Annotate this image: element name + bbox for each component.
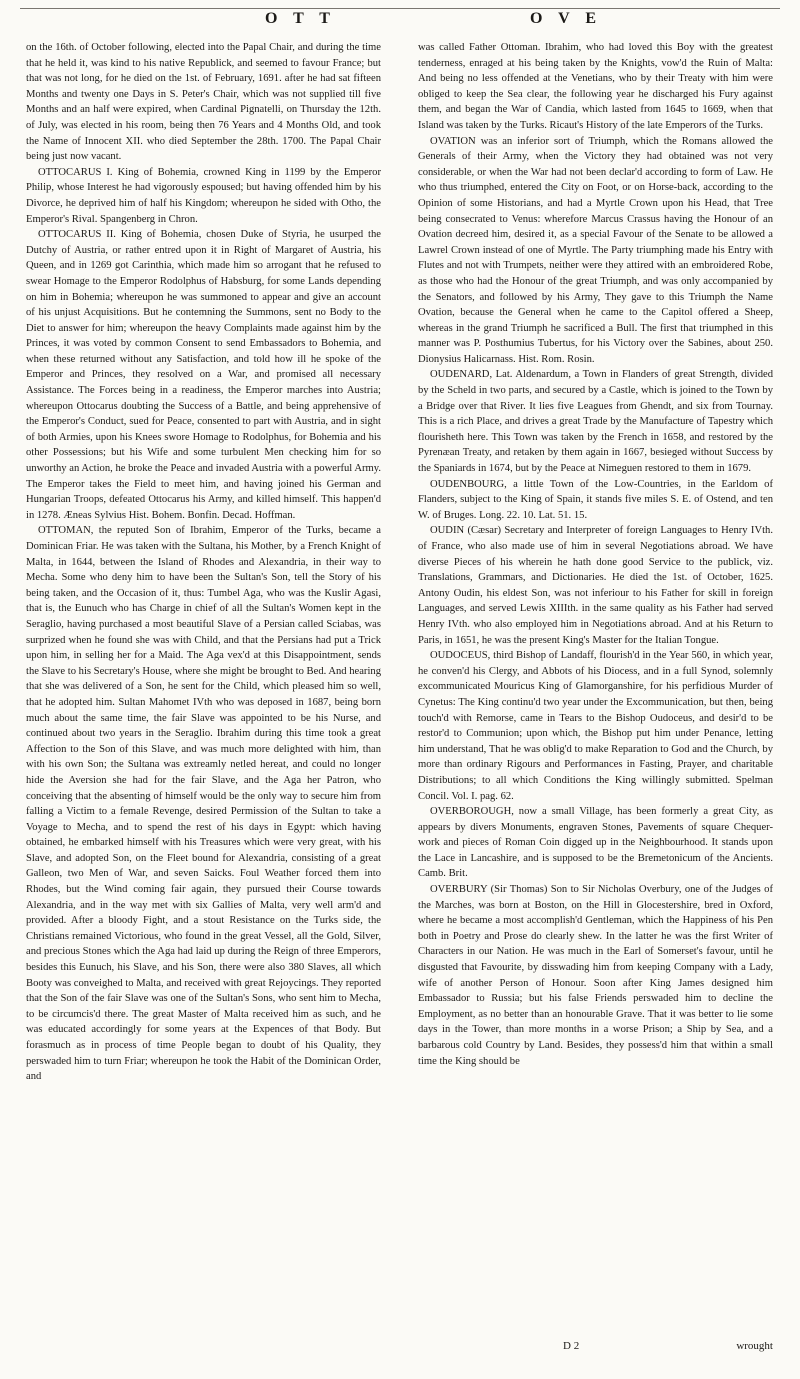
left-column (26, 40, 381, 1345)
entry-oudoceus: OUDOCEUS, third Bishop of Landaff, flourish'd in the Year 560, in which year, he conven'd his Clergy, and Abbots of his Diocess, and in a full Synod, solemnly excommunicated Mouricus King of Glamorganshire, for his perfidious Murder of Cynetus: The King continu'd two year under the Excommunication, but then, being touch'd with Remorse, came in Tears to the Bishop Oudoceus, and desir'd to be restor'd to Communion; upon which, the Bishop put him under Penance, letting him understand, That he was oblig'd to make Reparation to God and the Church, by more than ordinary Rigours and Performances in Fasting, Prayer, and charitable Distributions; to all which Conditions the King willingly submitted. Spelman Concil. Vol. I. pag. 62. (418, 650, 773, 802)
entry-ottocarus-ii: OTTOCARUS II. King of Bohemia, chosen Duke of Styria, he usurped the Dutchy of Austria, or rather entred upon it in Right of Margaret of Austria, his Queen, and in 1269 got Carinthia, which made him so arrogant that he refused to swear Homage to the Emperor Rodolphus of Habsburg, for some Lands depending on him in Bohemia; whereupon he was summoned to appear and give an account of his unjust Acquisitions. But he contemning the Summons, sent no Body to the Diet to answer for him; whereupon the heavy Complaints made against him by the Princes, it was voted by common Consent to send Embassadors to Bohemia, and when these returned without any Satisfaction, and told how ill he spoke of the Emperor and Princes, they resolved on a War, and promised all necessary Assistance. The Forces being in a readiness, the Emperor marches into Austria; whereupon Ottocarus doubting the Success of a Battle, and being apprehensive of the Emperor's Conduct, sued for Peace, consented to part with Austria, and in sight of both Armies, upon his Knees swore Homage to Rodolphus, for Bohemia and his other Possessions; but his Wife and some turbulent Men checking him for so unworthy an Action, he broke the Peace and invaded Austria with a powerful Army. The Emperor takes the Field to meet him, and having joined his German and Hungarian Troops, defeated Ottocarus his Army, and killed himself. This happen'd in 1278. Æneas Sylvius Hist. Bohem. Bonfin. Decad. Hoffman. (26, 229, 381, 521)
running-head-right: O V E (530, 10, 603, 27)
entry-ovation: OVATION was an inferior sort of Triumph, which the Romans allowed the Generals of their Army, when the Victory they had obtained was not very considerable, or when the War had not been declar'd according to form of Law. He who thus triumphed, entered the City on Foot, or on Horse-back, according to the Opinion of some Historians, and had a Myrtle Crown upon his Head, that Tree being consecrated to Venus: wherefore Marcus Crassus having the Honour of an Ovation decreed him, desired it, as a special Favour of the Senate to be allowed a Lawrel Crown instead of one of Myrtle. The Party triumphing made his Entry with Flutes and not with Trumpets, neither were they attired with an embroidered Robe, as those who had the Honour of the great Triumph, and was only accompanied by the Senators, and followed by his Army, They gave to this Triumph the Name Ovation, because the General when he came to the Capitol offered a Sheep, whereas in the grand Triumph he sacrificed a Bull. The first that triumphed in this manner was P. Posthumius Tubertus, for his Victory over the Sabines, about 250. Dionysius Halicarnass. Hist. Rom. Rosin. (418, 135, 773, 365)
entry-oudin: OUDIN (Cæsar) Secretary and Interpreter of foreign Languages to Henry IVth. of France, who also made use of him in several Negotiations abroad. We have diverse Pieces of his wherein he hath done good Service to the publick, viz. Translations, Grammars, and Dictionaries. He died the 1st. of October, 1625. Antony Oudin, his eldest Son, was not inferiour to his Father for skill in foreign Languages, and served Lewis XIIIth. in the same quality as his Father had served Henry IVth. who also employed him in Negotiations abroad. And at his Return to Paris, in 1651, he was the present King's Master for the Italian Tongue. (418, 525, 773, 646)
entry-ottoman: OTTOMAN, the reputed Son of Ibrahim, Emperor of the Turks, became a Dominican Friar. He was taken with the Sultana, his Mother, by a French Knight of Malta, in 1644, between the Island of Rhodes and Alexandria, in their way to Mecha. Some who deny him to have been the Sultan's Son, tell the Story of his being taken, and the Occasion of it, thus: Tumbel Aga, who was the Kuslir Agasi, that is, the Eunuch who has Charge in chief of all the Sultan's Women kept in the Seraglio, having purchased a most beautiful Slave of a Persian called Sciabas, was surprized when he found she was with Child, and that the Persians had put a Trick upon him, in selling her for a Maid. The Aga vex'd at this Disappointment, sends the Slave to his Secretary's House, where she might be brought to Bed. And hearing that she was delivered of a Son, he sent for the Child, which pleased him so well, that he adopted him. Sultan Mahomet IVth who was deposed in 1687, being born much about the same time, the fair Slave was appointed to be his Nurse, and continued about two years in the Seraglio. Ibrahim during this time took a great Affection to the Son of this Slave, and was much more delighted with him, than with his own Son; the Sultana was extreamly netled hereat, and could no longer hide the Aversion she had for the fair Slave, and the Aga her Patron, who conceiving that the absenting of himself would be the only way to secure him from falling a Victim to a female Revenge, desired Permission of the Sultan to take a Voyage to Mecha, and to spend the rest of his days in Egypt: which having obtained, he embarked himself with his Treasures which were very great, with his Slave, and adopted Son, on the Fleet bound for Alexandria, consisting of a great Galleon, two Men of War, and seven Saicks. Foul Weather forced them into Rhodes, but the Wind coming fair again, they pursued their Course towards Alexandria, and in the way met with six Gallies of Malta, very well arm'd and provided. After a bloody Fight, and a stout Resistance on the Turks side, the Christians remained Victorious, who found in the great Vessel, all the Gold, Silver, and precious Stones which the Aga had laid up during the Reign of three Emperors, besides this Eunuch, his Slave, and his Son, there were also 380 Slaves, all which Booty was conveighed to Malta, and received with great Rejoycings. They reported that the Son of the fair Slave was one of the Sultan's Sons, who sent him to Mecha, to be circumcis'd there. The great Master of Malta received him as such, and he was educated accordingly for some years at the Expences of that Body. But forasmuch as in process of time People began to doubt of his Quality, they perswaded him to turn Friar; whereupon he took the Habit of the Dominican Order, and (26, 525, 381, 1083)
entry-paragraph: was called Father Ottoman. Ibrahim, who had loved this Boy with the greatest tenderness, enraged at his being taken by the Knights, vow'd the Ruin of Malta: And being no less offended at the Venetians, who by their Treaty with him were obliged to keep the Sea clear, the following year he discharged his Fury against them, and began the War of Candia, which lasted from 1645 to 1669, when that Island was taken by the Turks. Ricaut's History of the late Emperors of the Turks. (418, 42, 773, 131)
entry-overborough: OVERBOROUGH, now a small Village, has been formerly a great City, as appears by divers Monuments, engraven Stones, Pavements of square Chequer-work and pieces of Roman Coin digged up in the Neighbourhood. It stands upon the Lace in Lancashire, and is supposed to be the Bremetonicum of the Ancients. Camb. Brit. (418, 806, 773, 880)
entry-oudenard: OUDENARD, Lat. Aldenardum, a Town in Flanders of great Strength, divided by the Scheld in two parts, and secured by a Castle, which is joined to the Town by a Bridge over that River. It lies five Leagues from Ghendt, and six from Tournay. This is a rich Place, and drives a great Trade by the Manufacture of Tapestry which flourisheth here. This Town was taken by the French in 1658, and restored by the Pyrenæan Treaty, and retaken by them again in 1667, besieged without Success by the Spaniards in 1674, but by the Peace at Nimeguen restored to them in 1679. (418, 369, 773, 475)
page-footer (418, 1340, 773, 1358)
catchword: wrought (736, 1340, 773, 1352)
running-head-left: O T T (265, 10, 336, 27)
entry-oudenbourg: OUDENBOURG, a little Town of the Low-Countries, in the Earldom of Flanders, subject to the King of Spain, it stands five miles S. E. of Ostend, and ten W. of Bruges. Long. 22. 10. Lat. 51. 15. (418, 478, 773, 521)
entry-overbury: OVERBURY (Sir Thomas) Son to Sir Nicholas Overbury, one of the Judges of the Marches, was born at Boston, on the Hill in Glocestershire, bred in Oxford, where he became a most accomplish'd Gentleman, which the Happiness of his Pen both in Poetry and Prose do clearly shew. In the latter he was the first Writer of Characters in our Nation. He was much in the Earl of Somerset's favour, until he disgusted that Favourite, by disswading him from keeping Company with a Lady, wife of another Person of Honour. Soon after King James designed him Embassador to Russia; but his false Friends perswaded him to decline the Employment, as no better than an honourable Grave. That it was better to lie some days in the Tower, than more months in a worse Prison; a Ship by Sea, and a barbarous cold Country by Land. Besides, they possess'd him that within a small time the King should be (418, 884, 773, 1067)
signature-mark: D 2 (563, 1340, 580, 1352)
entry-paragraph: on the 16th. of October following, elected into the Papal Chair, and during the time that he held it, was kind to his native Republick, and seemed to favour France; but that was not long, for he died on the 1st. of February, 1691. after he had sat fifteen Months and twenty one Days in S. Peter's Chair, which was not supplied till five Months and an half were expired, when Cardinal Pignatelli, on Thursday the 12th. of July, was elected in his room, being then 76 Years and 4 Months Old, and took the Name of Innocent XII. who died September the 28th. 1700. The Papal Chair being just now vacant. (26, 42, 381, 163)
entry-ottocarus-i: OTTOCARUS I. King of Bohemia, crowned King in 1199 by the Emperor Philip, whose Interest he had vigorously espoused; but having offended him by his Divorce, he deprived him of half his Kingdom; whereupon he sided with Otho, the Emperor's Rival. Spangenberg in Chron. (26, 166, 381, 225)
top-rule (20, 8, 780, 9)
right-column (418, 40, 773, 1345)
